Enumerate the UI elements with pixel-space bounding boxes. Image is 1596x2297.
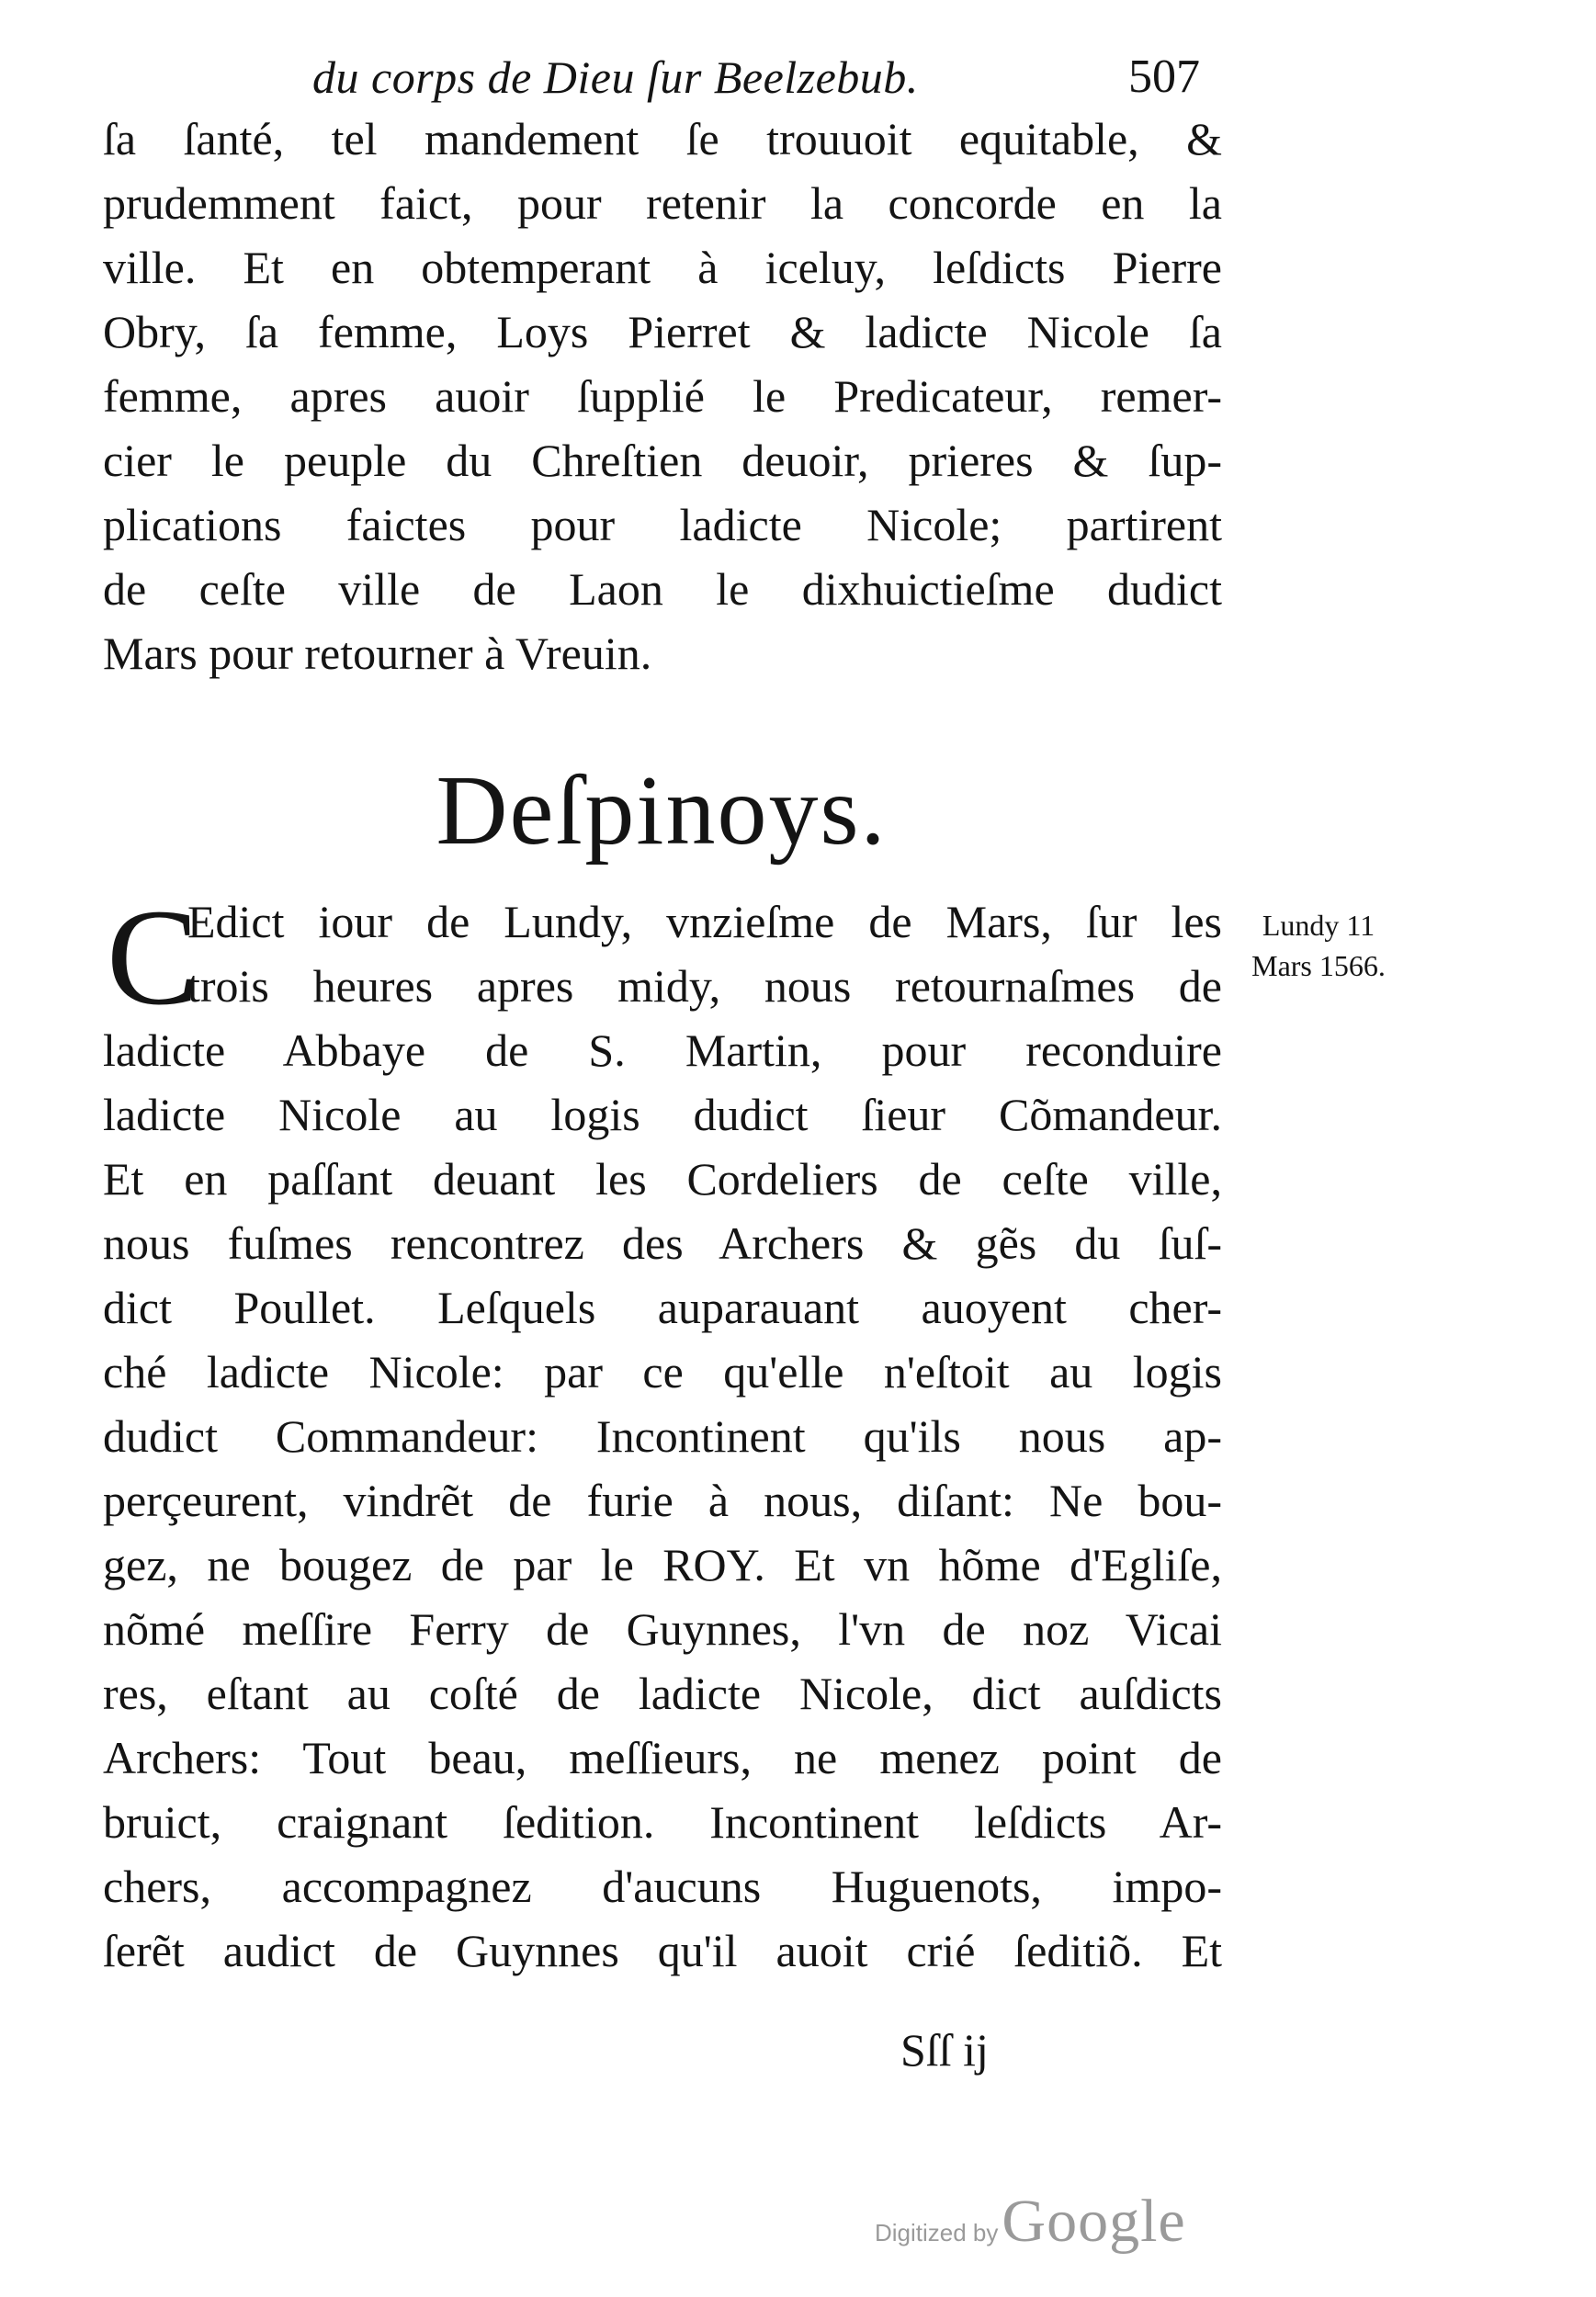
text-line: trois heures apres midy, nous retournaſmes de bbox=[187, 960, 1222, 1012]
text-line: plications faictes pour ladicte Nicole; partirent bbox=[103, 499, 1222, 550]
running-title: du corps de Dieu ſur Beelzebub. bbox=[312, 51, 919, 103]
text-line: prudemment faict, pour retenir la concorde en la bbox=[103, 177, 1222, 229]
text-line: femme, apres auoir ſupplié le Predicateur, remer- bbox=[103, 370, 1222, 422]
margin-note-line: Mars 1566. bbox=[1251, 949, 1386, 982]
margin-note-line: Lundy 11 bbox=[1262, 909, 1375, 942]
paragraph-continued bbox=[103, 107, 1222, 685]
text-line: bruict, craignant ſedition. Incontinent leſdicts Ar- bbox=[103, 1796, 1222, 1848]
text-line: nous fuſmes rencontrez des Archers & gẽs du ſuſ- bbox=[103, 1217, 1222, 1269]
watermark-prefix: Digitized by bbox=[875, 2219, 999, 2246]
text-line: nõmé meſſire Ferry de Guynnes, l'vn de noz Vicai bbox=[103, 1603, 1222, 1655]
signature-mark: Sſſ ij bbox=[900, 2024, 989, 2076]
text-line: Archers: Tout beau, meſſieurs, ne menez point de bbox=[103, 1732, 1222, 1783]
text-line: ville. Et en obtemperant à iceluy, leſdicts Pierre bbox=[103, 242, 1222, 293]
text-line: chers, accompagnez d'aucuns Huguenots, impo- bbox=[103, 1861, 1222, 1912]
text-line: Obry, ſa femme, Loys Pierret & ladicte Nicole ſa bbox=[103, 306, 1222, 357]
text-line: Mars pour retourner à Vreuin. bbox=[103, 628, 652, 679]
text-line: ſerẽt audict de Guynnes qu'il auoit crié ſeditiõ. Et bbox=[103, 1925, 1222, 1976]
text-line: Edict iour de Lundy, vnzieſme de Mars, ſur les bbox=[187, 896, 1222, 947]
watermark-logo: Google bbox=[1002, 2188, 1186, 2255]
section-heading: Deſpinoys. bbox=[436, 756, 888, 866]
text-line: ladicte Nicole au logis dudict ſieur Cõmandeur. bbox=[103, 1089, 1222, 1140]
text-line: ché ladicte Nicole: par ce qu'elle n'eſtoit au logis bbox=[103, 1346, 1222, 1397]
text-line: perçeurent, vindrẽt de furie à nous, diſant: Ne bou- bbox=[103, 1475, 1222, 1526]
text-line: dudict Commandeur: Incontinent qu'ils nous ap- bbox=[103, 1410, 1222, 1462]
text-line: cier le peuple du Chreſtien deuoir, prieres & ſup- bbox=[103, 435, 1222, 486]
text-line: dict Poullet. Leſquels auparauant auoyent cher- bbox=[103, 1282, 1222, 1333]
drop-cap: C bbox=[107, 881, 199, 1034]
running-head bbox=[0, 48, 1596, 112]
text-line: ladicte Abbaye de S. Martin, pour reconduire bbox=[103, 1024, 1222, 1076]
text-line: ſa ſanté, tel mandement ſe trouuoit equitable, & bbox=[103, 113, 1222, 164]
text-line: gez, ne bougez de par le ROY. Et vn hõme d'Egliſe, bbox=[103, 1539, 1222, 1590]
text-line: res, eſtant au coſté de ladicte Nicole, dict auſdicts bbox=[103, 1668, 1222, 1719]
text-line: de ceſte ville de Laon le dixhuictieſme dudict bbox=[103, 563, 1222, 615]
margin-note bbox=[1231, 905, 1406, 986]
text-line: Et en paſſant deuant les Cordeliers de ceſte ville, bbox=[103, 1153, 1222, 1205]
paragraph-main bbox=[103, 881, 1222, 1983]
page-number: 507 bbox=[1128, 51, 1200, 103]
digitization-watermark bbox=[875, 2187, 1186, 2255]
